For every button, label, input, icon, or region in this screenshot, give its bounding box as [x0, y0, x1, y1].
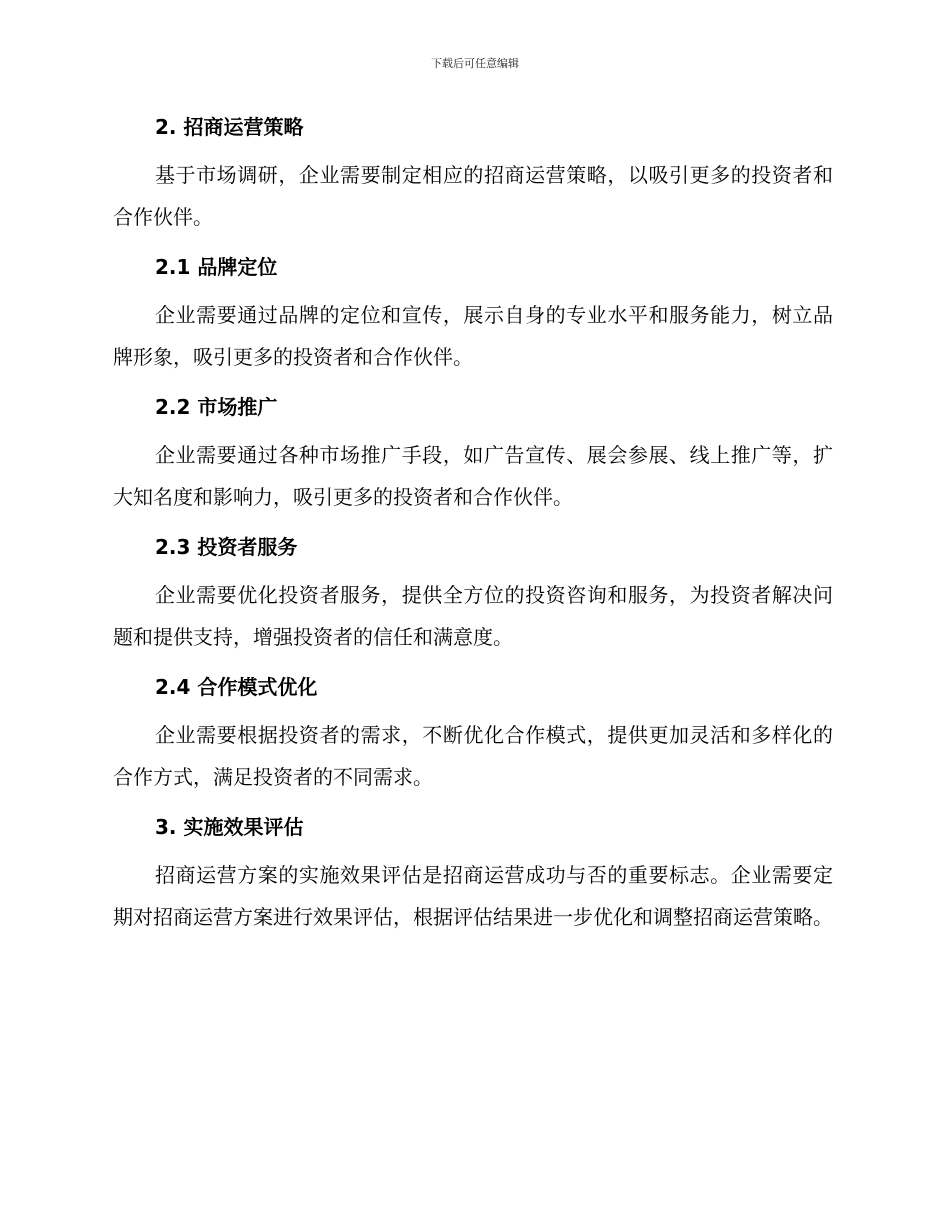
section-heading-2: 2. 招商运营策略 — [155, 115, 304, 139]
section-heading-2-1: 2.1 品牌定位 — [155, 255, 278, 279]
section-heading-3: 3. 实施效果评估 — [155, 815, 304, 839]
page-header-note: 下载后可任意编辑 — [431, 57, 519, 70]
paragraph-market-promotion: 企业需要通过各种市场推广手段，如广告宣传、展会参展、线上推广等，扩大知名度和影响力，吸引更多的投资者和合作伙伴。 — [113, 443, 833, 509]
paragraph-cooperation-model: 企业需要根据投资者的需求，不断优化合作模式，提供更加灵活和多样化的合作方式，满足投资者的不同需求。 — [113, 723, 833, 789]
document-body — [113, 106, 833, 946]
section-heading-2-4: 2.4 合作模式优化 — [155, 675, 318, 699]
paragraph-investor-service: 企业需要优化投资者服务，提供全方位的投资咨询和服务，为投资者解决问题和提供支持，增强投资者的信任和满意度。 — [113, 583, 833, 649]
paragraph-intro: 基于市场调研，企业需要制定相应的招商运营策略，以吸引更多的投资者和合作伙伴。 — [113, 163, 833, 229]
paragraph-brand-positioning: 企业需要通过品牌的定位和宣传，展示自身的专业水平和服务能力，树立品牌形象，吸引更多的投资者和合作伙伴。 — [113, 303, 833, 369]
section-heading-2-3: 2.3 投资者服务 — [155, 535, 298, 559]
section-heading-2-2: 2.2 市场推广 — [155, 395, 278, 419]
paragraph-effect-evaluation: 招商运营方案的实施效果评估是招商运营成功与否的重要标志。企业需要定期对招商运营方案进行效果评估，根据评估结果进一步优化和调整招商运营策略。 — [113, 863, 833, 929]
